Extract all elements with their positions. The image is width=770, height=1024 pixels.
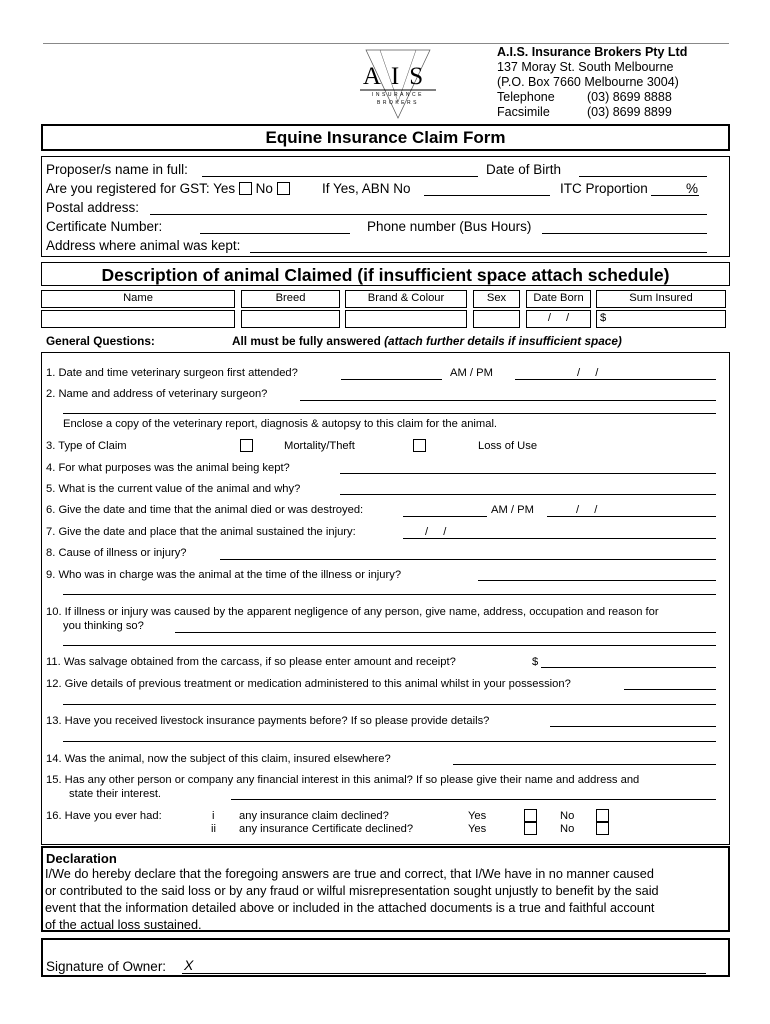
proposer-name-field[interactable] [202, 176, 478, 177]
q8-label: 8. Cause of illness or injury? [46, 547, 187, 559]
declaration-line-4: of the actual loss sustained. [45, 918, 202, 932]
company-telephone-row [497, 90, 687, 105]
q16-yes-1: Yes [468, 810, 487, 822]
declaration-line-1: I/We do hereby declare that the foregoing answers are true and correct, that I/We have in no manner caused [45, 867, 654, 881]
top-rule [43, 43, 729, 44]
q10-label-line2: you thinking so? [63, 620, 144, 632]
facsimile-value: (03) 8699 8899 [587, 105, 672, 119]
q13-field[interactable] [550, 726, 716, 727]
q7-field[interactable] [403, 538, 716, 539]
company-logo [358, 48, 438, 120]
q10-field[interactable] [175, 632, 716, 633]
q15-label-line2: state their interest. [69, 788, 162, 800]
q1-date-slashes: / / [577, 367, 599, 379]
signature-x-mark: X [184, 957, 194, 973]
company-facsimile-row [497, 105, 687, 120]
phone-label: Phone number (Bus Hours) [367, 219, 532, 234]
q6-date-field[interactable] [547, 516, 716, 517]
q1-ampm: AM / PM [450, 367, 493, 379]
q6-date-slashes: / / [576, 504, 598, 516]
q10-label-line1: 10. If illness or injury was caused by the apparent negligence of any person, give name, address, occupation and reason for [46, 606, 659, 618]
q7-label: 7. Give the date and place that the animal sustained the injury: [46, 526, 356, 538]
certificate-field[interactable] [200, 233, 350, 234]
q6-time-field[interactable] [403, 516, 487, 517]
q16-cert-no-checkbox[interactable] [596, 822, 609, 835]
col-born-label: Date Born [533, 292, 584, 304]
q12-field-2[interactable] [63, 704, 716, 705]
company-street: 137 Moray St. South Melbourne [497, 60, 674, 74]
phone-field[interactable] [542, 233, 707, 234]
q9-field-2[interactable] [63, 594, 716, 595]
q11-field[interactable] [541, 667, 716, 668]
gst-label: Are you registered for GST: Yes [46, 181, 236, 196]
itc-percent: % [686, 181, 699, 196]
col-sex-label: Sex [486, 292, 507, 304]
q5-label: 5. What is the current value of the animal and why? [46, 483, 301, 495]
q12-label: 12. Give details of previous treatment or medication administered to this animal whilst in your possession? [46, 678, 571, 690]
logo-subtitle-1: INSURANCE [372, 92, 424, 98]
postal-field[interactable] [150, 214, 707, 215]
q2-field[interactable] [300, 400, 716, 401]
q3-mortality-checkbox[interactable] [240, 439, 253, 452]
q16-no-1: No [560, 810, 575, 822]
col-name-label: Name [123, 292, 153, 304]
signature-label: Signature of Owner: [46, 959, 167, 974]
q16-claim-no-checkbox[interactable] [596, 809, 609, 822]
animal-born-placeholder: / / [547, 312, 570, 324]
declaration-line-3: event that the information detailed above or included in the attached documents is a true and faithful account [45, 901, 655, 915]
q3-mortality-label: Mortality/Theft [284, 440, 355, 452]
q15-label-line1: 15. Has any other person or company any financial interest in this animal? If so please give their name and address and [46, 774, 640, 786]
q14-label: 14. Was the animal, now the subject of this claim, insured elsewhere? [46, 753, 391, 765]
logo-letters: AIS [362, 63, 434, 90]
q16-label: 16. Have you ever had: [46, 810, 162, 822]
animal-brand-cell[interactable] [345, 310, 467, 328]
col-brand-label: Brand & Colour [367, 292, 445, 304]
animal-address-label: Address where animal was kept: [46, 238, 241, 253]
general-questions-note [232, 334, 622, 348]
telephone-label: Telephone [497, 90, 555, 104]
q4-field[interactable] [340, 473, 716, 474]
q1-label: 1. Date and time veterinary surgeon first attended? [46, 367, 298, 379]
company-po-box: (P.O. Box 7660 Melbourne 3004) [497, 75, 679, 89]
enclose-note: Enclose a copy of the veterinary report, diagnosis & autopsy to this claim for the animal. [63, 418, 498, 430]
q5-field[interactable] [340, 494, 716, 495]
logo-subtitle-2: BROKERS [377, 100, 419, 106]
q13-field-2[interactable] [63, 741, 716, 742]
q6-ampm: AM / PM [491, 504, 534, 516]
abn-label: If Yes, ABN No [322, 181, 411, 196]
declaration-text [45, 866, 727, 934]
q3-loss-checkbox[interactable] [413, 439, 426, 452]
q11-label: 11. Was salvage obtained from the carcass, if so please enter amount and receipt? [46, 656, 456, 668]
dob-field[interactable] [579, 176, 707, 177]
q13-label: 13. Have you received livestock insurance payments before? If so please provide details? [46, 715, 490, 727]
q8-field[interactable] [220, 559, 716, 560]
q9-label: 9. Who was in charge was the animal at the time of the illness or injury? [46, 569, 402, 581]
q9-field[interactable] [478, 580, 716, 581]
q16-claim-yes-checkbox[interactable] [524, 809, 537, 822]
q7-date-slashes: / / [425, 526, 447, 538]
q16-yes-2: Yes [468, 823, 487, 835]
gst-no-checkbox[interactable] [277, 182, 290, 195]
q12-field[interactable] [624, 689, 716, 690]
animal-section-title: Description of animal Claimed (if insufficient space attach schedule) [101, 265, 670, 285]
q6-label: 6. Give the date and time that the animal died or was destroyed: [46, 504, 364, 516]
gst-yes-checkbox[interactable] [239, 182, 252, 195]
q1-time-field[interactable] [341, 379, 442, 380]
general-note-bold: All must be fully answered [232, 334, 381, 348]
facsimile-label: Facsimile [497, 105, 550, 119]
gst-no-label: No [255, 181, 273, 196]
company-info [497, 45, 687, 120]
proposer-name-label: Proposer/s name in full: [46, 162, 188, 177]
gst-row [46, 181, 290, 196]
abn-field[interactable] [424, 195, 550, 196]
animal-sum-cell[interactable] [596, 310, 726, 328]
q11-currency: $ [532, 656, 539, 668]
general-questions-label: General Questions: [46, 334, 155, 348]
itc-label: ITC Proportion [560, 181, 648, 196]
animal-name-cell[interactable] [41, 310, 235, 328]
signature-field[interactable] [182, 973, 706, 974]
company-name: A.I.S. Insurance Brokers Pty Ltd [497, 45, 688, 59]
q4-label: 4. For what purposes was the animal being kept? [46, 462, 290, 474]
postal-label: Postal address: [46, 200, 140, 215]
certificate-label: Certificate Number: [46, 219, 163, 234]
q2-label: 2. Name and address of veterinary surgeon? [46, 388, 268, 400]
q14-field[interactable] [453, 764, 716, 765]
q16-no-2: No [560, 823, 575, 835]
telephone-value: (03) 8699 8888 [587, 90, 672, 104]
form-title: Equine Insurance Claim Form [265, 128, 506, 147]
q16-cert-yes-checkbox[interactable] [524, 822, 537, 835]
q16-ii: ii [211, 823, 216, 835]
q2-field-2[interactable] [63, 413, 716, 414]
q1-date-field[interactable] [515, 379, 716, 380]
declaration-title: Declaration [46, 851, 117, 866]
q15-field[interactable] [231, 799, 716, 800]
q10-field-2[interactable] [63, 645, 716, 646]
q16-claim-declined: any insurance claim declined? [239, 810, 389, 822]
q16-certificate-declined: any insurance Certificate declined? [239, 823, 414, 835]
dob-label: Date of Birth [486, 162, 562, 177]
general-note-italic: (attach further details if insufficient space) [384, 334, 622, 348]
col-breed-label: Breed [275, 292, 306, 304]
declaration-line-2: or contributed to the said loss or by any fraud or wilful misrepresentation sought unjustly to benefit by the said [45, 884, 659, 898]
col-sum-label: Sum Insured [629, 292, 693, 304]
animal-sum-currency: $ [600, 312, 607, 324]
animal-address-field[interactable] [250, 252, 707, 253]
q16-i: i [212, 810, 215, 822]
animal-sex-cell[interactable] [473, 310, 520, 328]
animal-breed-cell[interactable] [241, 310, 340, 328]
q3-label: 3. Type of Claim [46, 440, 127, 452]
q3-loss-label: Loss of Use [478, 440, 538, 452]
